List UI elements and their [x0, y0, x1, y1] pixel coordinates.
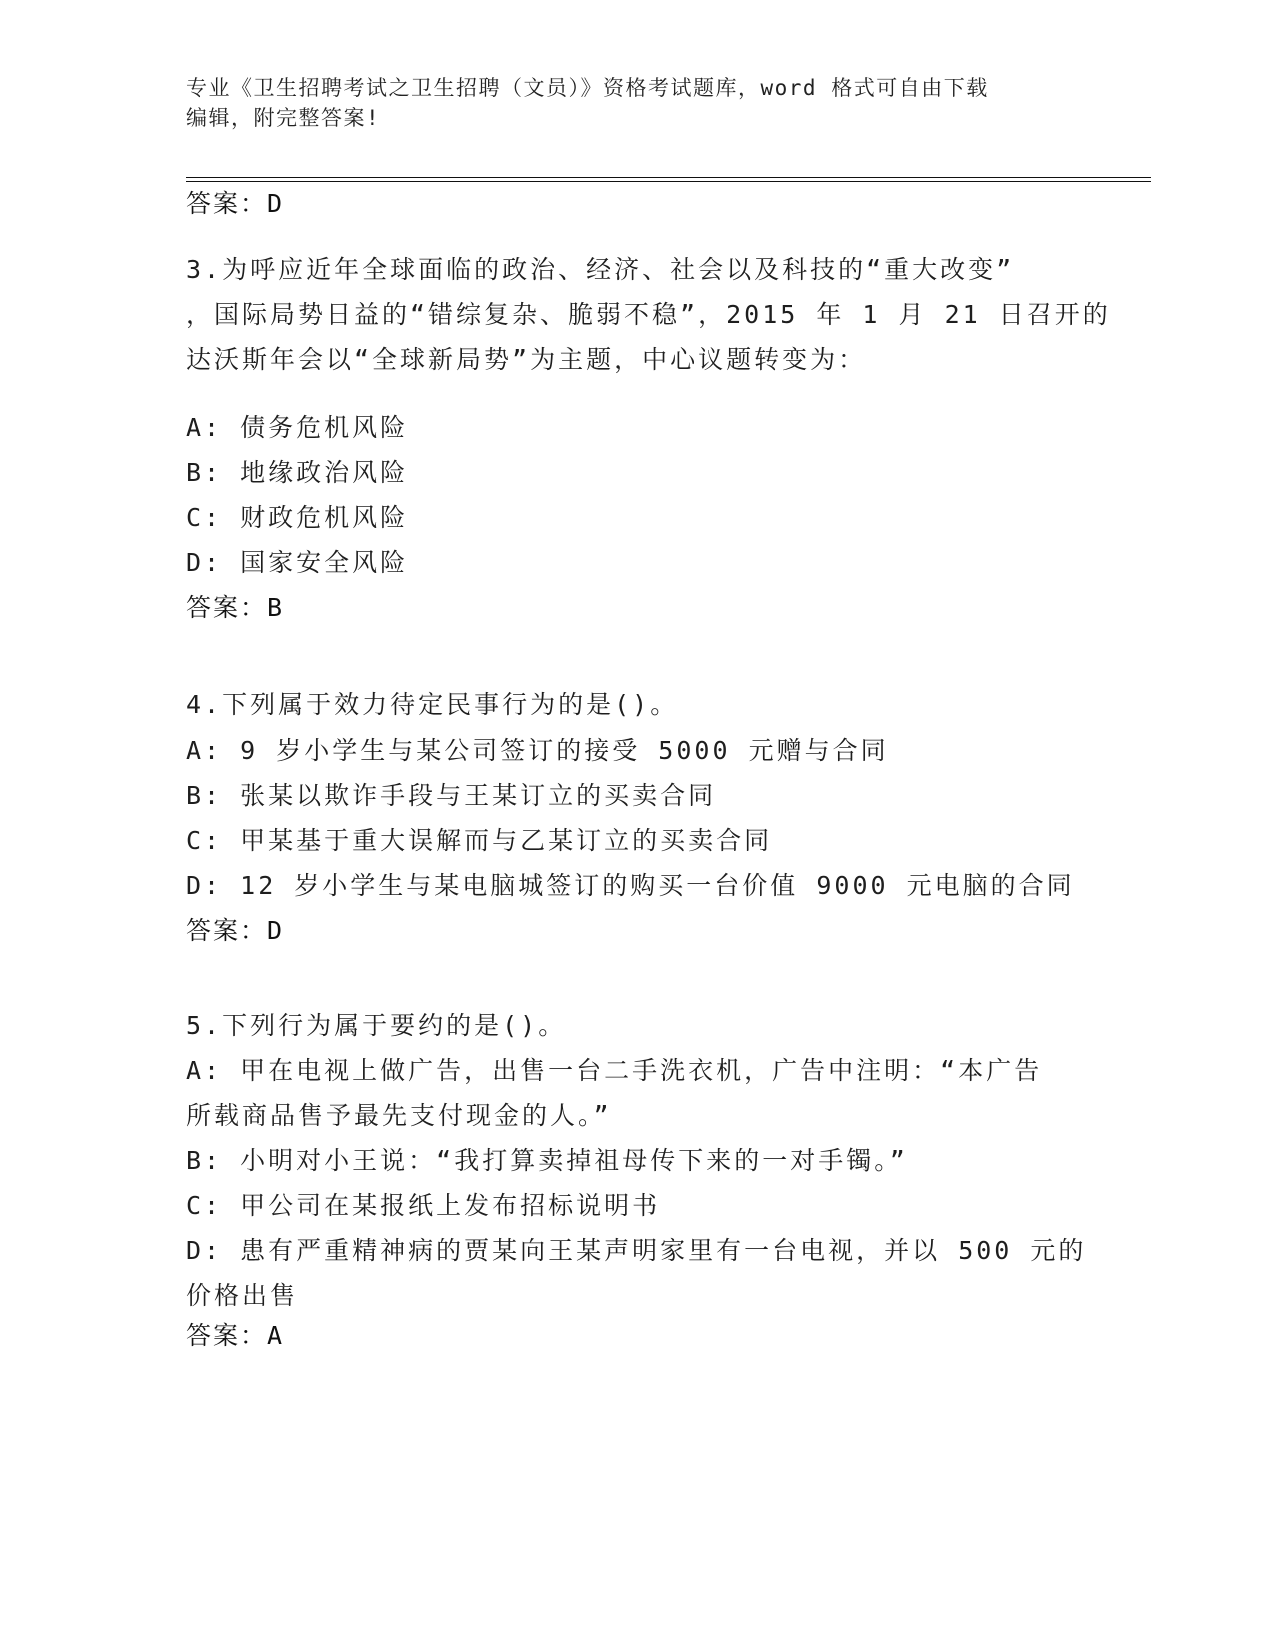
answer-label: 答案：: [186, 916, 268, 945]
answer-value: D: [267, 916, 285, 945]
question-4-option-a: A: 9 岁小学生与某公司签订的接受 5000 元赠与合同: [186, 736, 889, 765]
question-5-option-c: C: 甲公司在某报纸上发布招标说明书: [186, 1191, 661, 1220]
question-5-option-a-line-1: A: 甲在电视上做广告，出售一台二手洗衣机，广告中注明：“本广告: [186, 1056, 1043, 1085]
question-3-option-a: A: 债务危机风险: [186, 413, 409, 442]
question-3-option-c: C: 财政危机风险: [186, 503, 409, 532]
answer-label: 答案：: [186, 189, 268, 218]
answer-label: 答案：: [186, 593, 268, 622]
answer-q4: [186, 915, 284, 947]
answer-q3: [186, 592, 284, 624]
document-header: [186, 73, 1066, 133]
answer-q2: [186, 188, 284, 220]
question-5-option-d-line-2: 价格出售: [186, 1281, 299, 1310]
header-divider-top: [186, 177, 1151, 178]
header-line-1: 专业《卫生招聘考试之卫生招聘（文员）》资格考试题库，word 格式可自由下载: [186, 76, 989, 100]
question-3-line-3: 达沃斯年会以“全球新局势”为主题，中心议题转变为：: [186, 345, 867, 374]
question-4-option-c: C: 甲某基于重大误解而与乙某订立的买卖合同: [186, 826, 773, 855]
question-3-line-2: ，国际局势日益的“错综复杂、脆弱不稳”，2015 年 1 月 21 日召开的: [186, 300, 1111, 329]
question-5-line-1: 5.下列行为属于要约的是()。: [186, 1011, 567, 1040]
question-4: [186, 682, 1086, 727]
question-3-option-b: B: 地缘政治风险: [186, 458, 409, 487]
question-5-option-d-line-1: D: 患有严重精神病的贾某向王某声明家里有一台电视，并以 500 元的: [186, 1236, 1087, 1265]
question-4-option-d: D: 12 岁小学生与某电脑城签订的购买一台价值 9000 元电脑的合同: [186, 871, 1075, 900]
question-5-option-a-line-2: 所载商品售予最先支付现金的人。”: [186, 1101, 612, 1130]
header-line-2: 编辑，附完整答案!: [186, 106, 381, 130]
answer-label: 答案：: [186, 1321, 268, 1350]
answer-value: B: [267, 593, 285, 622]
question-5: [186, 1003, 1086, 1048]
question-4-line-1: 4.下列属于效力待定民事行为的是()。: [186, 690, 679, 719]
answer-value: D: [267, 189, 285, 218]
header-divider-bottom: [186, 181, 1151, 182]
question-3-line-1: 3.为呼应近年全球面临的政治、经济、社会以及科技的“重大改变”: [186, 255, 1015, 284]
answer-q5: [186, 1320, 284, 1352]
question-4-option-b: B: 张某以欺诈手段与王某订立的买卖合同: [186, 781, 717, 810]
question-3: [186, 247, 1111, 382]
question-5-option-d: [186, 1228, 1086, 1318]
answer-value: A: [267, 1321, 285, 1350]
question-3-option-d: D: 国家安全风险: [186, 548, 409, 577]
question-5-option-b: B: 小明对小王说：“我打算卖掉祖母传下来的一对手镯。”: [186, 1146, 908, 1175]
question-5-option-a: [186, 1048, 1086, 1138]
